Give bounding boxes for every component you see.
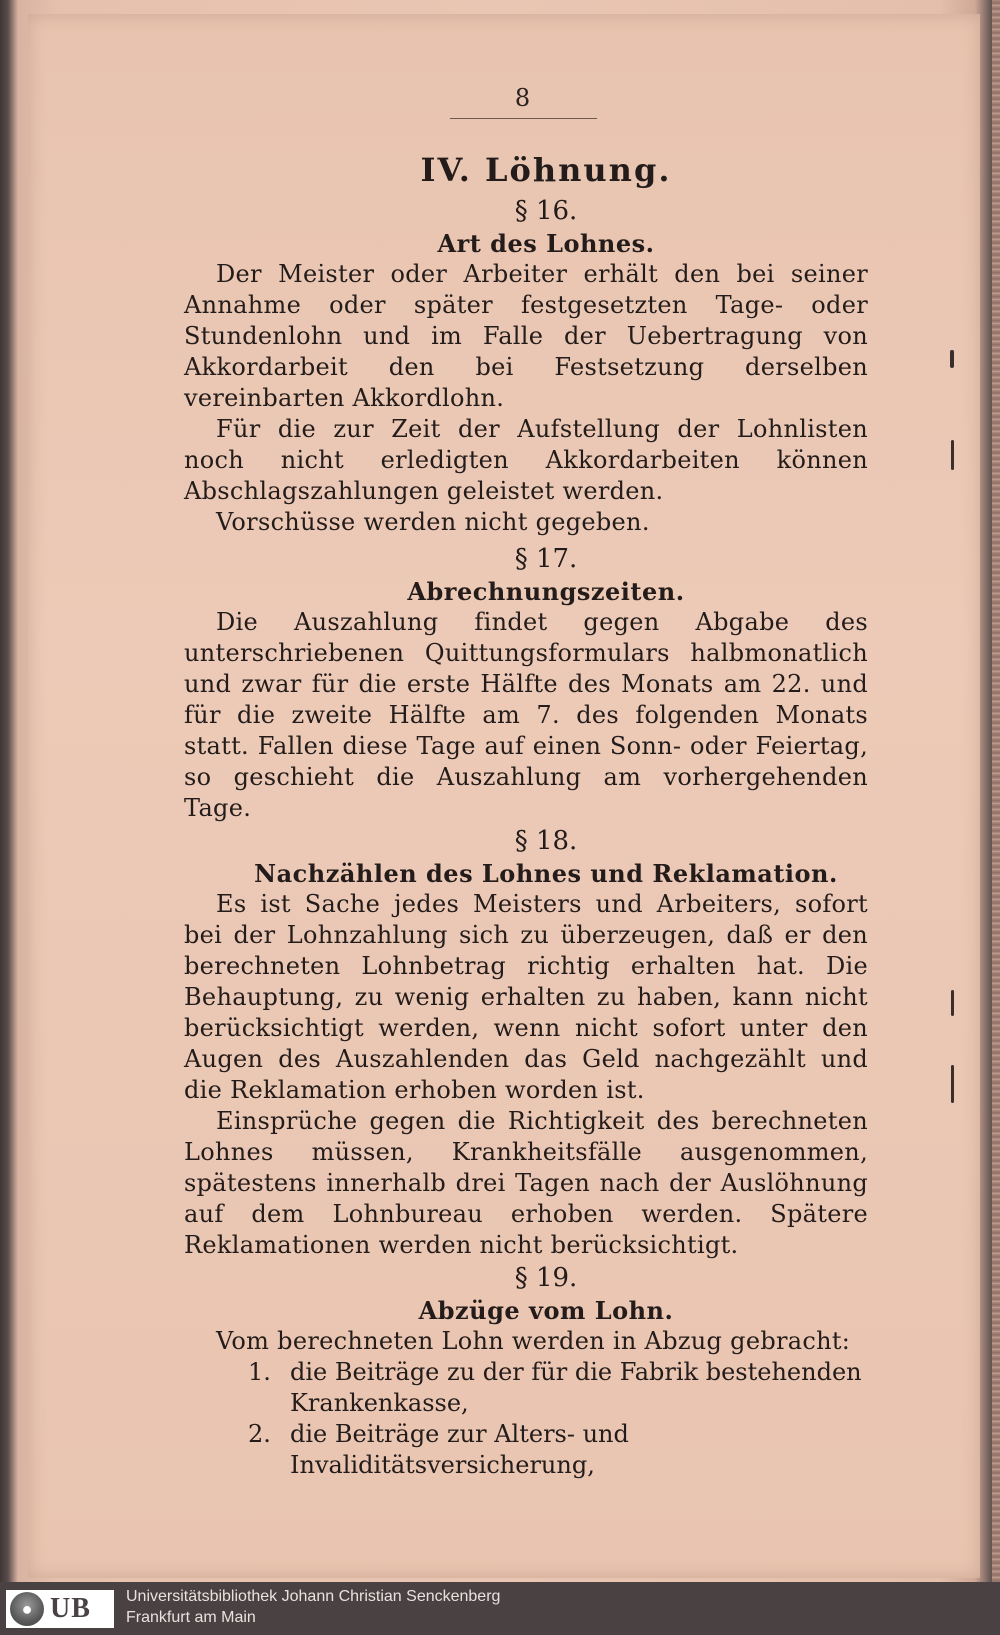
page-mark: [951, 1065, 954, 1103]
list-item-text: die Beiträge zur Alters- und Invaliditätsversicherung,: [290, 1420, 629, 1479]
page-edge: [992, 0, 1000, 1582]
section-heading: Nachzählen des Lohnes und Reklamation.: [254, 859, 838, 888]
paragraph: Der Meister oder Arbeiter erhält den bei seiner Annahme oder später festgesetzten Tage- oder Stundenlohn und im Falle der Uebertragung von Akkordarbeit den bei Festsetzung derselben vereinbarten Akkordlohn.: [184, 260, 868, 412]
list-item-number: 2.: [248, 1420, 271, 1448]
list-item: [184, 1419, 868, 1481]
section-heading: Abrechnungszeiten.: [407, 577, 685, 606]
paragraph: Vorschüsse werden nicht gegeben.: [216, 508, 650, 536]
header-rule: [450, 118, 597, 119]
section-heading: Art des Lohnes.: [437, 229, 655, 258]
paragraph: Für die zur Zeit der Aufstellung der Lohnlisten noch nicht erledigten Akkordarbeiten können Abschlagszahlungen geleistet werden.: [184, 415, 868, 505]
list-item-text: die Beiträge zu der für die Fabrik bestehenden Krankenkasse,: [290, 1358, 862, 1417]
page-content: [184, 146, 868, 1481]
logo-text: UB: [50, 1593, 91, 1624]
section-sign: § 16.: [514, 196, 578, 226]
section-sign: § 18.: [514, 826, 578, 856]
chapter-title: IV. Löhnung.: [420, 151, 672, 189]
page-mark: [951, 440, 954, 470]
library-location: Frankfurt am Main: [126, 1609, 256, 1626]
list-item: [184, 1357, 868, 1419]
page-mark: [950, 350, 954, 368]
library-footer: [0, 1582, 1000, 1635]
page-number: 8: [514, 84, 531, 112]
paragraph: Einsprüche gegen die Richtigkeit des berechneten Lohnes müssen, Krankheitsfälle ausgenommen, spätestens innerhalb drei Tagen nach der Auslöhnung auf dem Lohnbureau erhoben werden. Spätere Reklamationen werden nicht berücksichtigt.: [184, 1107, 868, 1259]
paragraph: Vom berechneten Lohn werden in Abzug gebracht:: [216, 1327, 851, 1355]
library-emblem-icon: ●: [10, 1592, 44, 1626]
page-mark: [951, 990, 954, 1016]
section-heading: Abzüge vom Lohn.: [418, 1296, 674, 1325]
section-sign: § 19.: [514, 1263, 578, 1293]
paragraph: Es ist Sache jedes Meisters und Arbeiters, sofort bei der Lohnzahlung sich zu überzeugen, daß er den berechneten Lohnbetrag richtig erhalten hat. Die Behauptung, zu wenig erhalten zu haben, kann nicht berücksichtigt werden, wenn nicht sofort unter den Augen des Auszahlenden das Geld nachgezählt und die Reklamation erhoben worden ist.: [184, 890, 868, 1104]
library-name: Universitätsbibliothek Johann Christian Senckenberg: [126, 1588, 501, 1605]
list-item-number: 1.: [248, 1358, 271, 1386]
section-sign: § 17.: [514, 544, 578, 574]
paragraph: Die Auszahlung findet gegen Abgabe des unterschriebenen Quittungsformulars halbmonatlich und zwar für die erste Hälfte des Monats am 22. und für die zweite Hälfte am 7. des folgenden Monats statt. Fallen diese Tage auf einen Sonn- oder Feiertag, so geschieht die Auszahlung am vorhergehenden Tage.: [184, 608, 868, 822]
ub-logo[interactable]: [6, 1590, 114, 1628]
deduction-list: [184, 1357, 868, 1481]
